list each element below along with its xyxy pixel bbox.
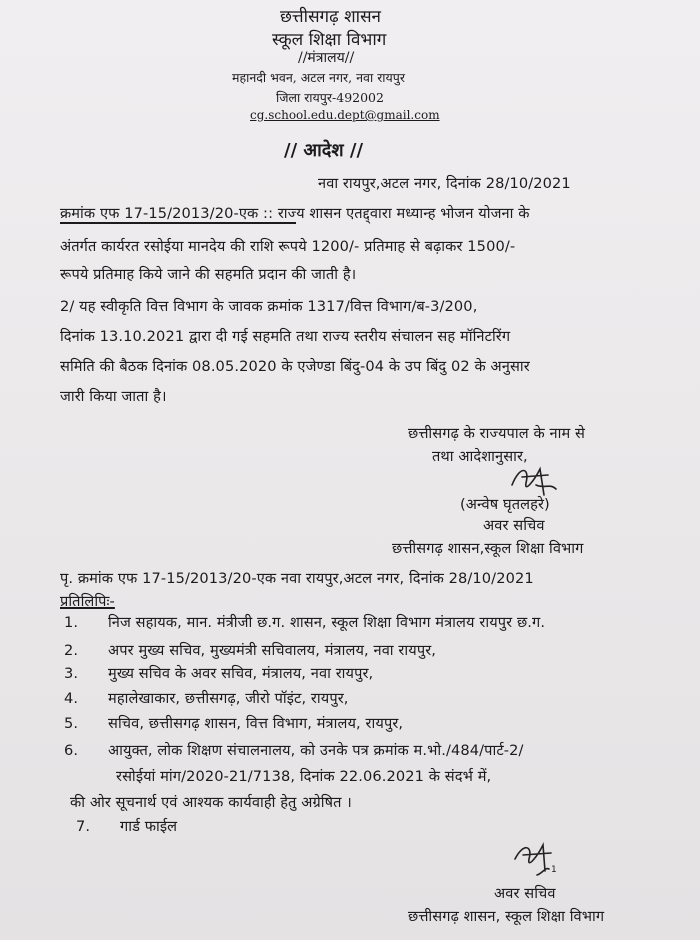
- bottom-signatory-title: अवर सचिव: [494, 885, 556, 902]
- copy-item-number: 5.: [64, 715, 79, 732]
- copy-item-number: 6.: [64, 742, 79, 759]
- order-heading: // आदेश //: [284, 140, 364, 161]
- order-place-date: नवा रायपुर,अटल नगर, दिनांक 28/10/2021: [318, 175, 571, 192]
- order-para2-line4: जारी किया जाता है।: [60, 388, 167, 405]
- signatory-department: छत्तीसगढ़ शासन,स्कूल शिक्षा विभाग: [392, 540, 584, 557]
- order-para1-line1: [60, 203, 530, 223]
- endorsement-ref-line: पृ. क्रमांक एफ 17-15/2013/20-एक नवा रायपुर,अटल नगर, दिनांक 28/10/2021: [60, 570, 534, 587]
- copy-item-text: अपर मुख्य सचिव, मुख्यमंत्री सचिवालय, मंत्रालय, नवा रायपुर,: [108, 642, 437, 659]
- letterhead-district: जिला रायपुर-492002: [276, 90, 384, 105]
- copy-item-1: [64, 612, 545, 632]
- signatory-title: अवर सचिव: [483, 517, 545, 534]
- ref-underline: [60, 222, 296, 224]
- authority-line2: तथा आदेशानुसार,: [432, 448, 528, 465]
- copy-item-text: आयुक्त, लोक शिक्षण संचालनालय, को उनके पत्र क्रमांक म.भो./484/पार्ट-2/: [108, 742, 524, 759]
- copy-item-6-continued: रसोईयां मांग/2020-21/7138, दिनांक 22.06.2021 के संदर्भ में,: [116, 768, 492, 785]
- copy-item-number: 7.: [76, 818, 91, 835]
- copy-item-3: [64, 663, 373, 683]
- letterhead-ministry: //मंत्रालय//: [298, 50, 355, 66]
- order-para2-line3: समिति की बैठक दिनांक 08.05.2020 के एजेण्डा बिंदु-04 के उप बिंदु 02 के अनुसार: [60, 358, 530, 375]
- copy-item-2: [64, 640, 436, 660]
- sign-date-mark: 1: [551, 865, 557, 875]
- bottom-signatory-department: छत्तीसगढ़ शासन, स्कूल शिक्षा विभाग: [408, 908, 605, 925]
- signature-scribble-bottom: [505, 835, 575, 887]
- letterhead-email: cg.school.edu.dept@gmail.com: [250, 108, 440, 122]
- copy-item-text: गार्ड फाईल: [120, 818, 178, 835]
- copy-item-text: महालेखाकार, छत्तीसगढ़, जीरो पॉइंट, रायपुर,: [108, 690, 349, 707]
- copy-item-number: 3.: [64, 665, 79, 682]
- copy-item-5: [64, 713, 403, 733]
- forward-note: की ओर सूचनार्थ एवं आश्यक कार्यवाही हेतु अग्रेषित ।: [70, 794, 352, 811]
- copy-item-7: [76, 816, 177, 836]
- order-para1-line2: अंतर्गत कार्यरत रसोईया मानदेय की राशि रूपये 1200/- प्रतिमाह से बढ़ाकर 1500/-: [60, 238, 516, 255]
- copy-item-text: सचिव, छत्तीसगढ़ शासन, वित्त विभाग, मंत्रालय, रायपुर,: [108, 715, 404, 732]
- authority-line1: छत्तीसगढ़ के राज्यपाल के नाम से: [408, 425, 585, 442]
- letterhead-address: महानदी भवन, अटल नगर, नवा रायपुर: [232, 70, 406, 85]
- order-para1-text: क्रमांक एफ 17-15/2013/20-एक :: राज्य शासन एतद्द्वारा मध्यान्ह भोजन योजना के: [60, 205, 530, 222]
- copy-item-number: 2.: [64, 642, 79, 659]
- order-para2-line2: दिनांक 13.10.2021 द्वारा दी गई सहमति तथा राज्य स्तरीय संचालन सह मॉनिटरिंग: [60, 328, 511, 345]
- order-para1-line3: रूपये प्रतिमाह किये जाने की सहमति प्रदान की जाती है।: [60, 266, 357, 283]
- letterhead-department: स्कूल शिक्षा विभाग: [272, 30, 387, 50]
- copy-item-text: मुख्य सचिव के अवर सचिव, मंत्रालय, नवा रायपुर,: [108, 665, 374, 682]
- signatory-name: (अन्वेष घृतलहरे): [460, 496, 550, 513]
- copy-item-text: निज सहायक, मान. मंत्रीजी छ.ग. शासन, स्कूल शिक्षा विभाग मंत्रालय रायपुर छ.ग.: [108, 614, 546, 631]
- order-para2-line1: 2/ यह स्वीकृति वित्त विभाग के जावक क्रमांक 1317/वित्त विभाग/ब-3/200,: [60, 298, 478, 315]
- signature-icon: [505, 835, 575, 887]
- copy-item-6: [64, 740, 524, 760]
- copy-item-4: [64, 688, 349, 708]
- copy-to-heading: प्रतिलिपिः-: [60, 593, 115, 610]
- letterhead-government: छत्तीसगढ़ शासन: [280, 7, 381, 27]
- copy-item-number: 4.: [64, 690, 79, 707]
- copy-item-number: 1.: [64, 614, 79, 631]
